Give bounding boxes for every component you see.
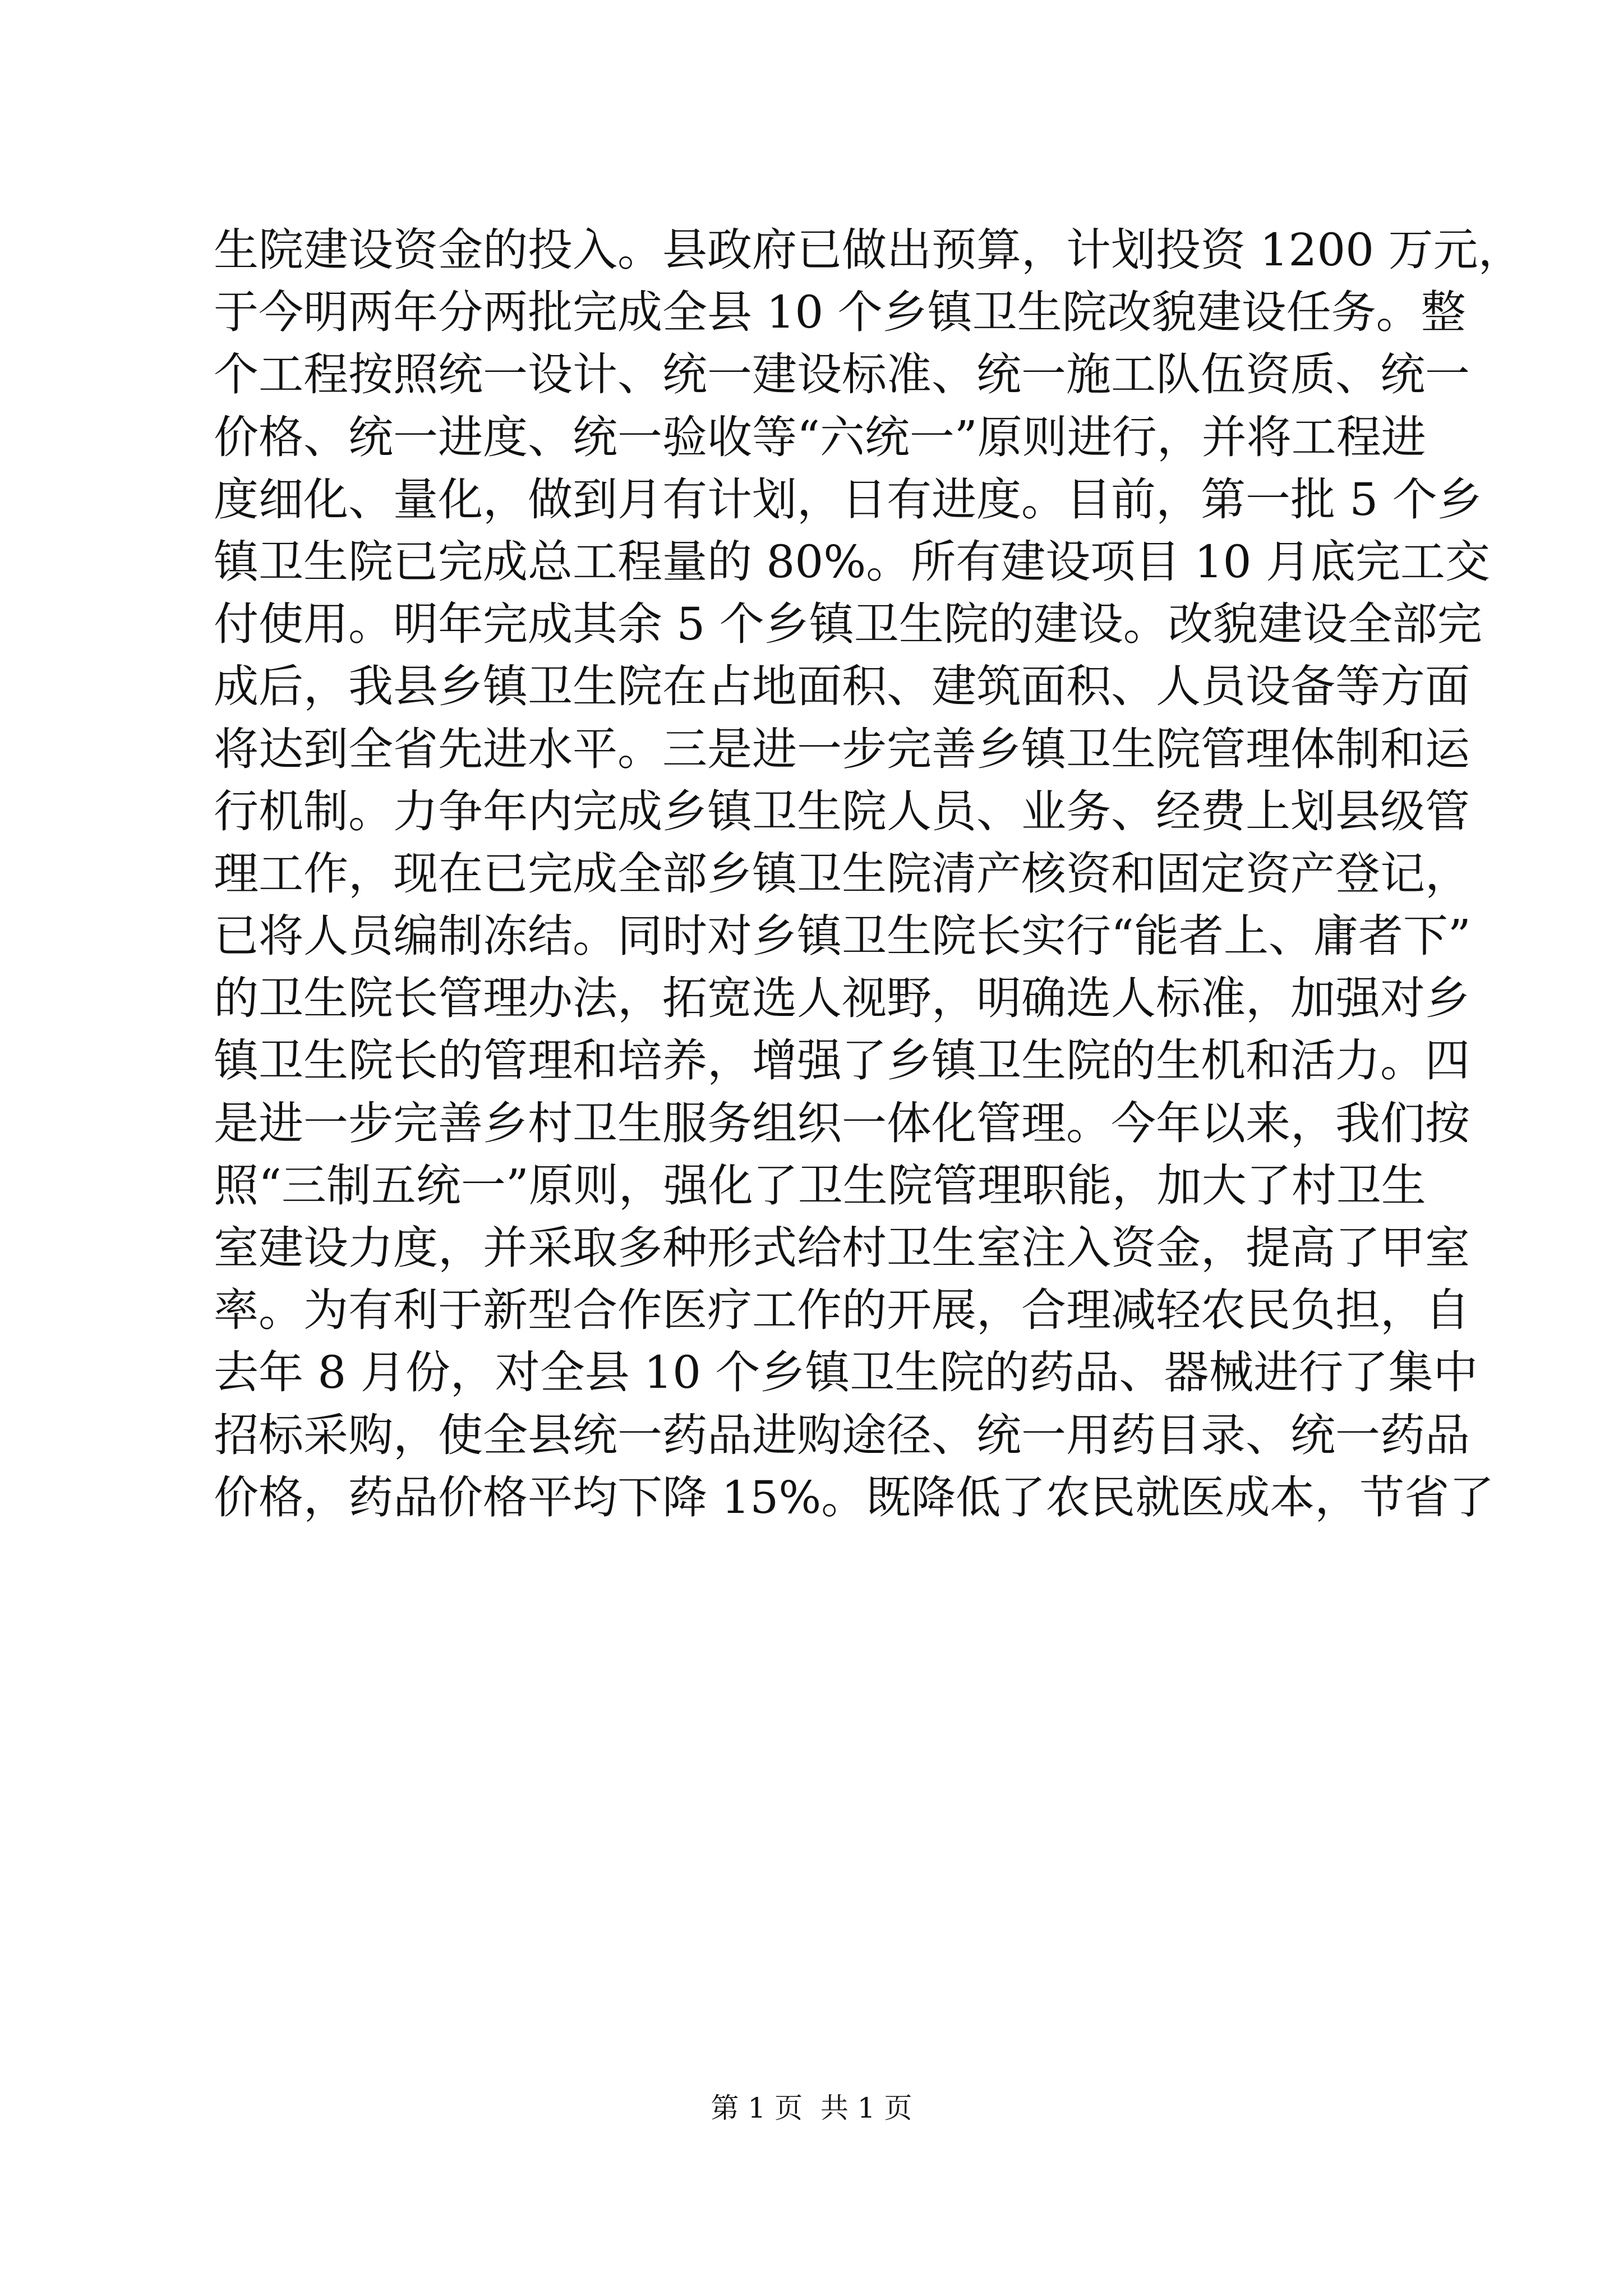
text-line: 室建设力度，并采取多种形式给村卫生室注入资金，提高了甲室 [214, 1222, 1470, 1274]
text-line: 招标采购，使全县统一药品进购途径、统一用药目录、统一药品 [214, 1409, 1470, 1461]
text-line: 理工作，现在已完成全部乡镇卫生院清产核资和固定资产登记， [214, 847, 1470, 900]
text-line: 生院建设资金的投入。县政府已做出预算，计划投资 1200 万元， [214, 224, 1523, 276]
text-line: 的卫生院长管理办法，拓宽选人视野，明确选人标准，加强对乡 [214, 972, 1470, 1025]
text-line: 镇卫生院长的管理和培养，增强了乡镇卫生院的生机和活力。四 [214, 1034, 1470, 1087]
text-line: 已将人员编制冻结。同时对乡镇卫生院长实行“能者上、庸者下” [214, 910, 1471, 963]
text-line: 成后，我县乡镇卫生院在占地面积、建筑面积、人员设备等方面 [214, 660, 1470, 713]
text-line: 率。为有利于新型合作医疗工作的开展，合理减轻农民负担，自 [214, 1284, 1470, 1337]
text-line: 付使用。明年完成其余 5 个乡镇卫生院的建设。改貌建设全部完 [214, 598, 1482, 651]
page-footer: 第 1 页 共 1 页 [711, 2092, 912, 2124]
text-line: 是进一步完善乡村卫生服务组织一体化管理。今年以来，我们按 [214, 1097, 1470, 1149]
text-line: 价格，药品价格平均下降 15%。既降低了农民就医成本，节省了 [214, 1471, 1495, 1524]
text-line: 价格、统一进度、统一验收等“六统一”原则进行，并将工程进 [214, 411, 1426, 463]
text-line: 行机制。力争年内完成乡镇卫生院人员、业务、经费上划县级管 [214, 785, 1470, 838]
text-line: 于今明两年分两批完成全县 10 个乡镇卫生院改貌建设任务。整 [214, 286, 1466, 339]
text-line: 将达到全省先进水平。三是进一步完善乡镇卫生院管理体制和运 [214, 723, 1470, 775]
text-line: 个工程按照统一设计、统一建设标准、统一施工队伍资质、统一 [214, 348, 1470, 401]
text-line: 度细化、量化，做到月有计划，日有进度。目前，第一批 5 个乡 [214, 473, 1482, 526]
body-paragraph [214, 219, 1523, 1529]
text-line: 镇卫生院已完成总工程量的 80%。所有建设项目 10 月底完工交 [214, 535, 1490, 588]
text-line: 去年 8 月份，对全县 10 个乡镇卫生院的药品、器械进行了集中 [214, 1346, 1478, 1399]
text-line: 照“三制五统一”原则，强化了卫生院管理职能，加大了村卫生 [214, 1159, 1426, 1212]
